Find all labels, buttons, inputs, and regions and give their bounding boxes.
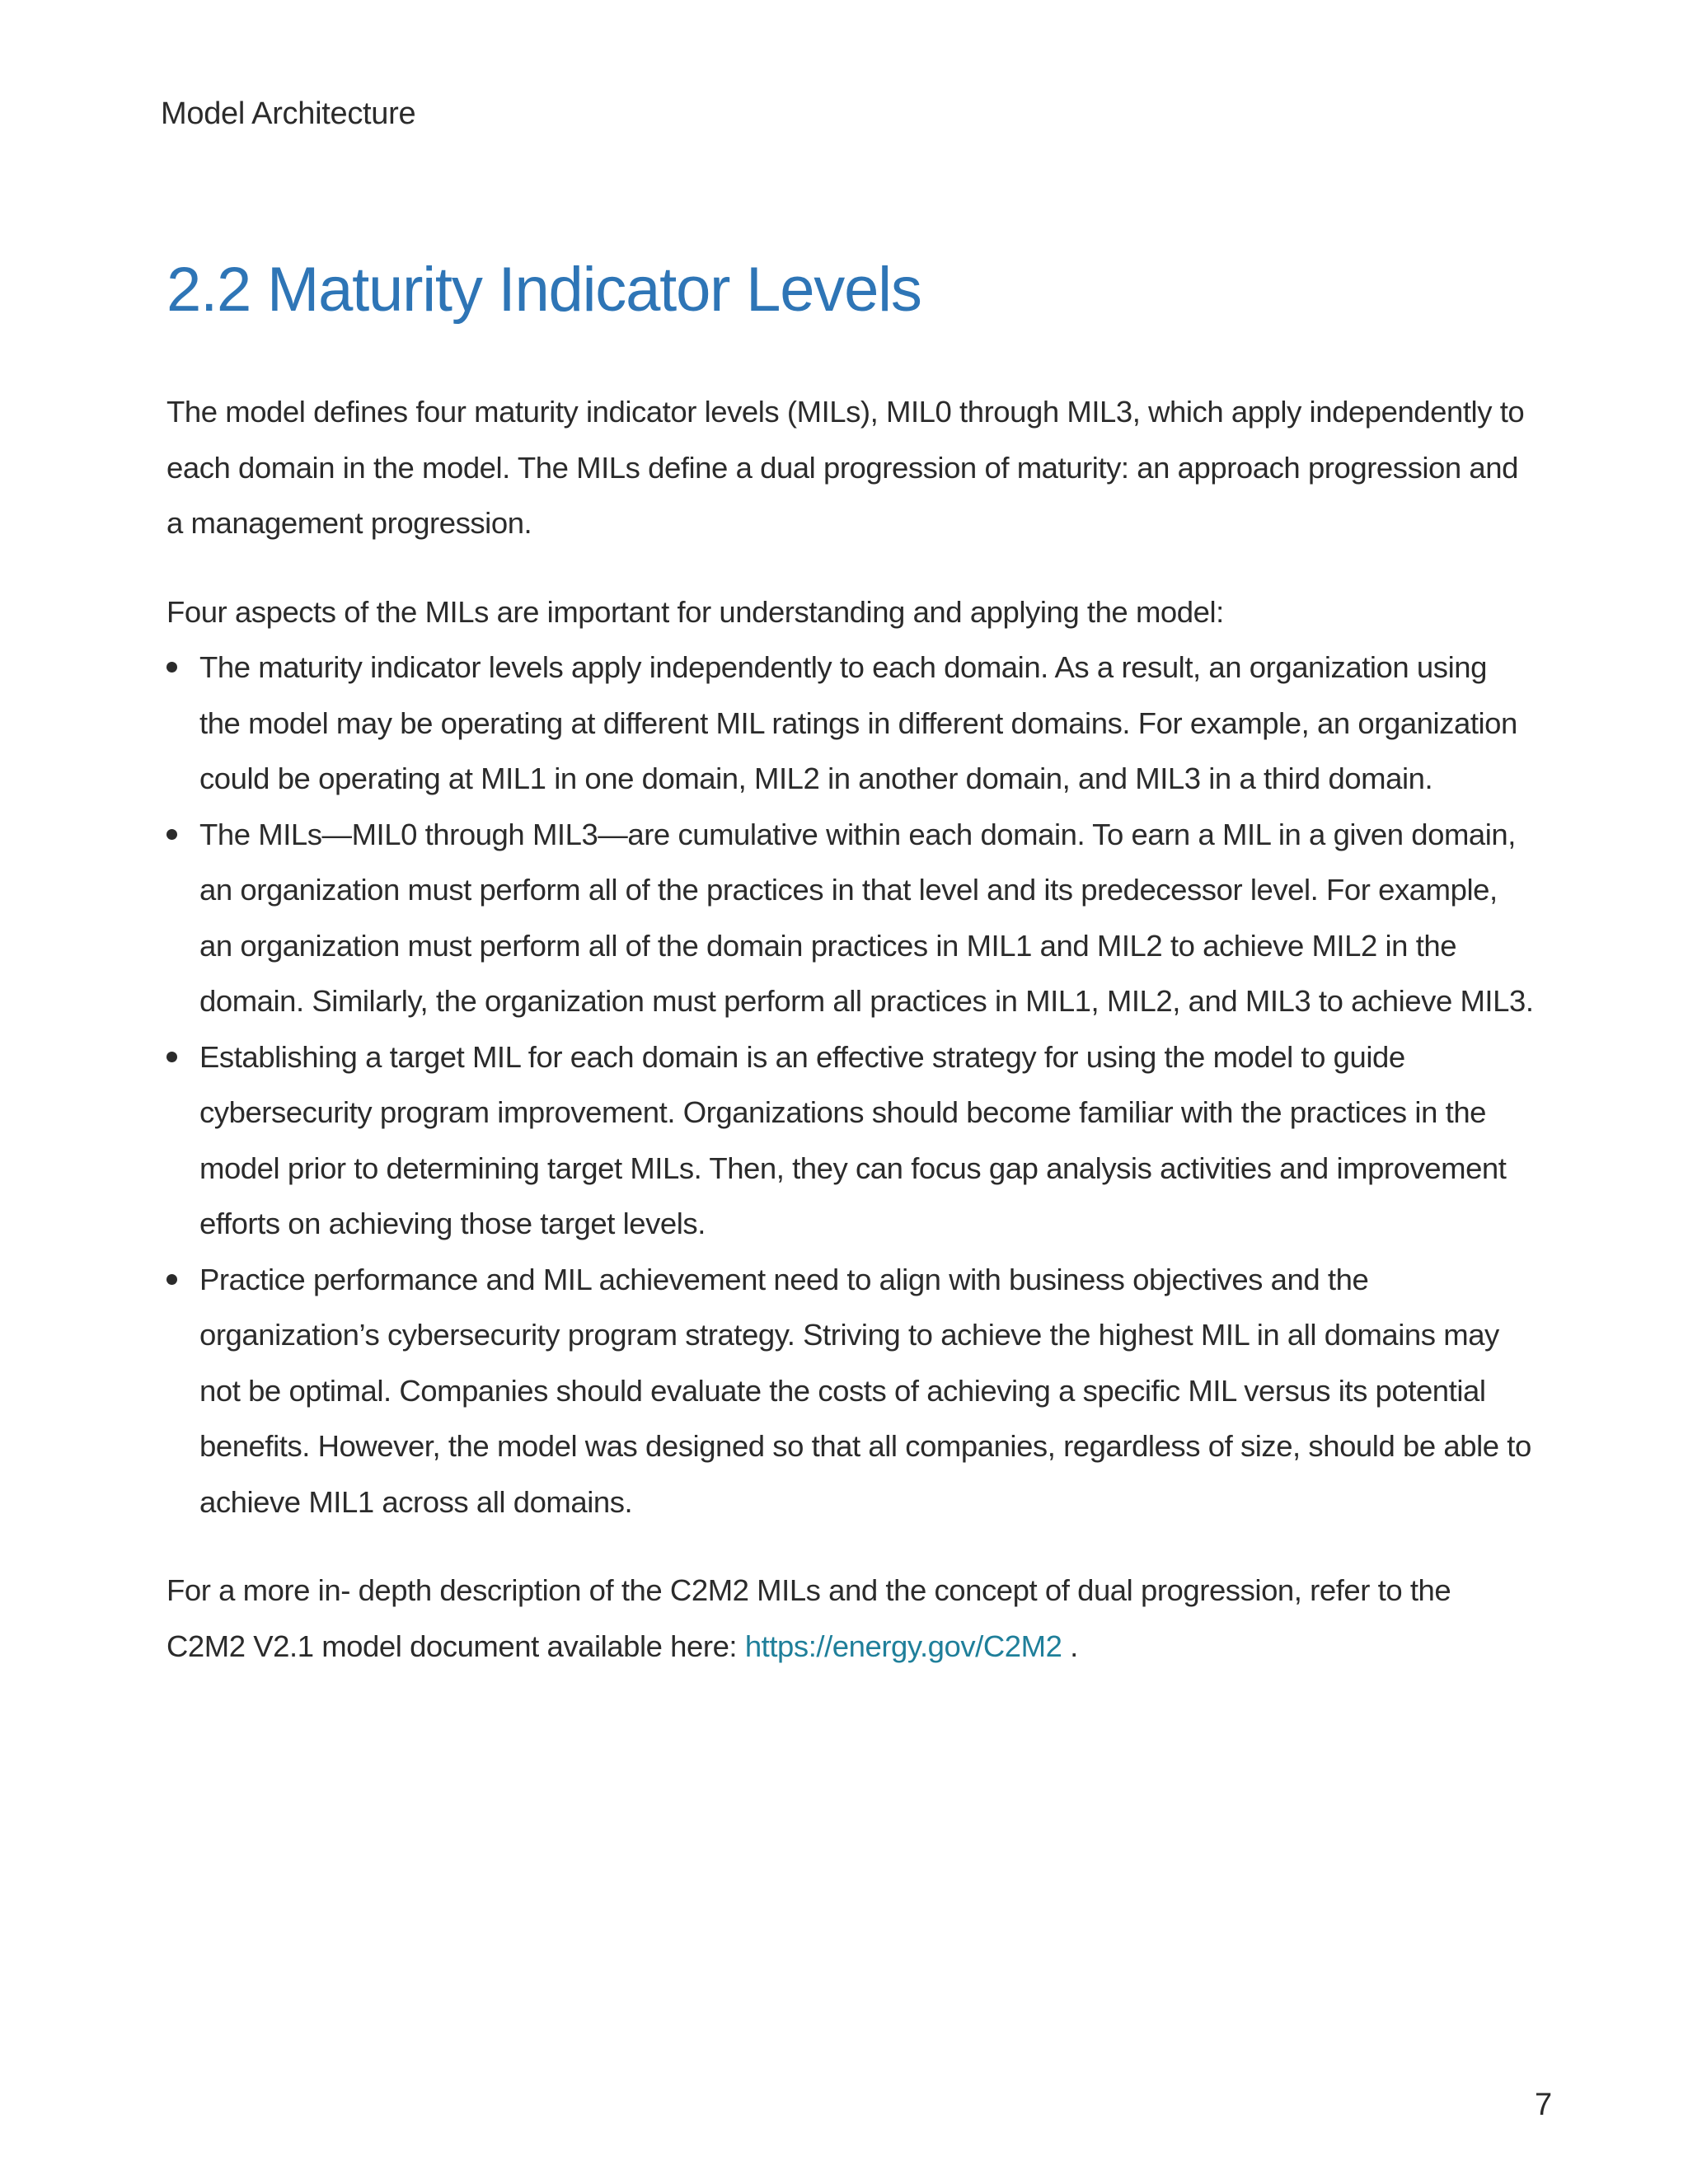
page-number: 7 [1535, 2088, 1553, 2122]
aspects-bullet-list [166, 640, 1535, 1530]
list-item-text: The MILs—MIL0 through MIL3—are cumulative within each domain. To earn a MIL in a given domain, an organization must perform all of the practices in that level and its predecessor level. For example, an organization must perform all of the domain practices in MIL1 and MIL2 to achieve MIL2 in the domain. Similarly, the organization must perform all practices in MIL1, MIL2, and MIL3 to achieve MIL3. [199, 817, 1534, 1018]
intro-paragraph: The model defines four maturity indicator levels (MILs), MIL0 through MIL3, which apply independently to each domain in the model. The MILs define a dual progression of maturity: an approach progression and a management progression. [166, 395, 1525, 540]
closing-tail: . [1062, 1629, 1078, 1663]
aspects-lead-paragraph: Four aspects of the MILs are important for understanding and applying the model: [166, 594, 1224, 629]
running-header: Model Architecture [161, 96, 416, 131]
section-content [166, 247, 1535, 1674]
list-item [166, 1029, 1535, 1252]
list-item-text: The maturity indicator levels apply independently to each domain. As a result, an organization using the model may be operating at different MIL ratings in different domains. For example, an organization could be operating at MIL1 in one domain, MIL2 in another domain, and MIL3 in a third domain. [199, 650, 1517, 795]
bullet-icon [166, 829, 177, 840]
c2m2-link[interactable]: https://energy.gov/C2M2 [744, 1629, 1062, 1663]
list-item [166, 807, 1535, 1029]
list-item-text: Practice performance and MIL achievement need to align with business objectives and the organization’s cybersecurity program strategy. Striving to achieve the highest MIL in all domains may not be optimal. Companies should evaluate the costs of achieving a specific MIL versus its potential benefits. However, the model was designed so that all companies, regardless of size, should be able to achieve MIL1 across all domains. [199, 1262, 1531, 1519]
list-item [166, 640, 1535, 807]
bullet-icon [166, 1052, 177, 1062]
bullet-icon [166, 1274, 177, 1285]
section-title: 2.2 Maturity Indicator Levels [166, 255, 921, 325]
closing-paragraph [166, 1563, 1535, 1674]
closing-text: For a more in- depth description of the C2M2 MILs and the concept of dual progression, refer to the C2M2 V2.1 model document available here: [166, 1573, 1451, 1663]
list-item [166, 1252, 1535, 1530]
list-item-text: Establishing a target MIL for each domain is an effective strategy for using the model to guide cybersecurity program improvement. Organizations should become familiar with the practices in the model prior to determining target MILs. Then, they can focus gap analysis activities and improvement efforts on achieving those target levels. [199, 1039, 1507, 1240]
bullet-icon [166, 662, 177, 673]
